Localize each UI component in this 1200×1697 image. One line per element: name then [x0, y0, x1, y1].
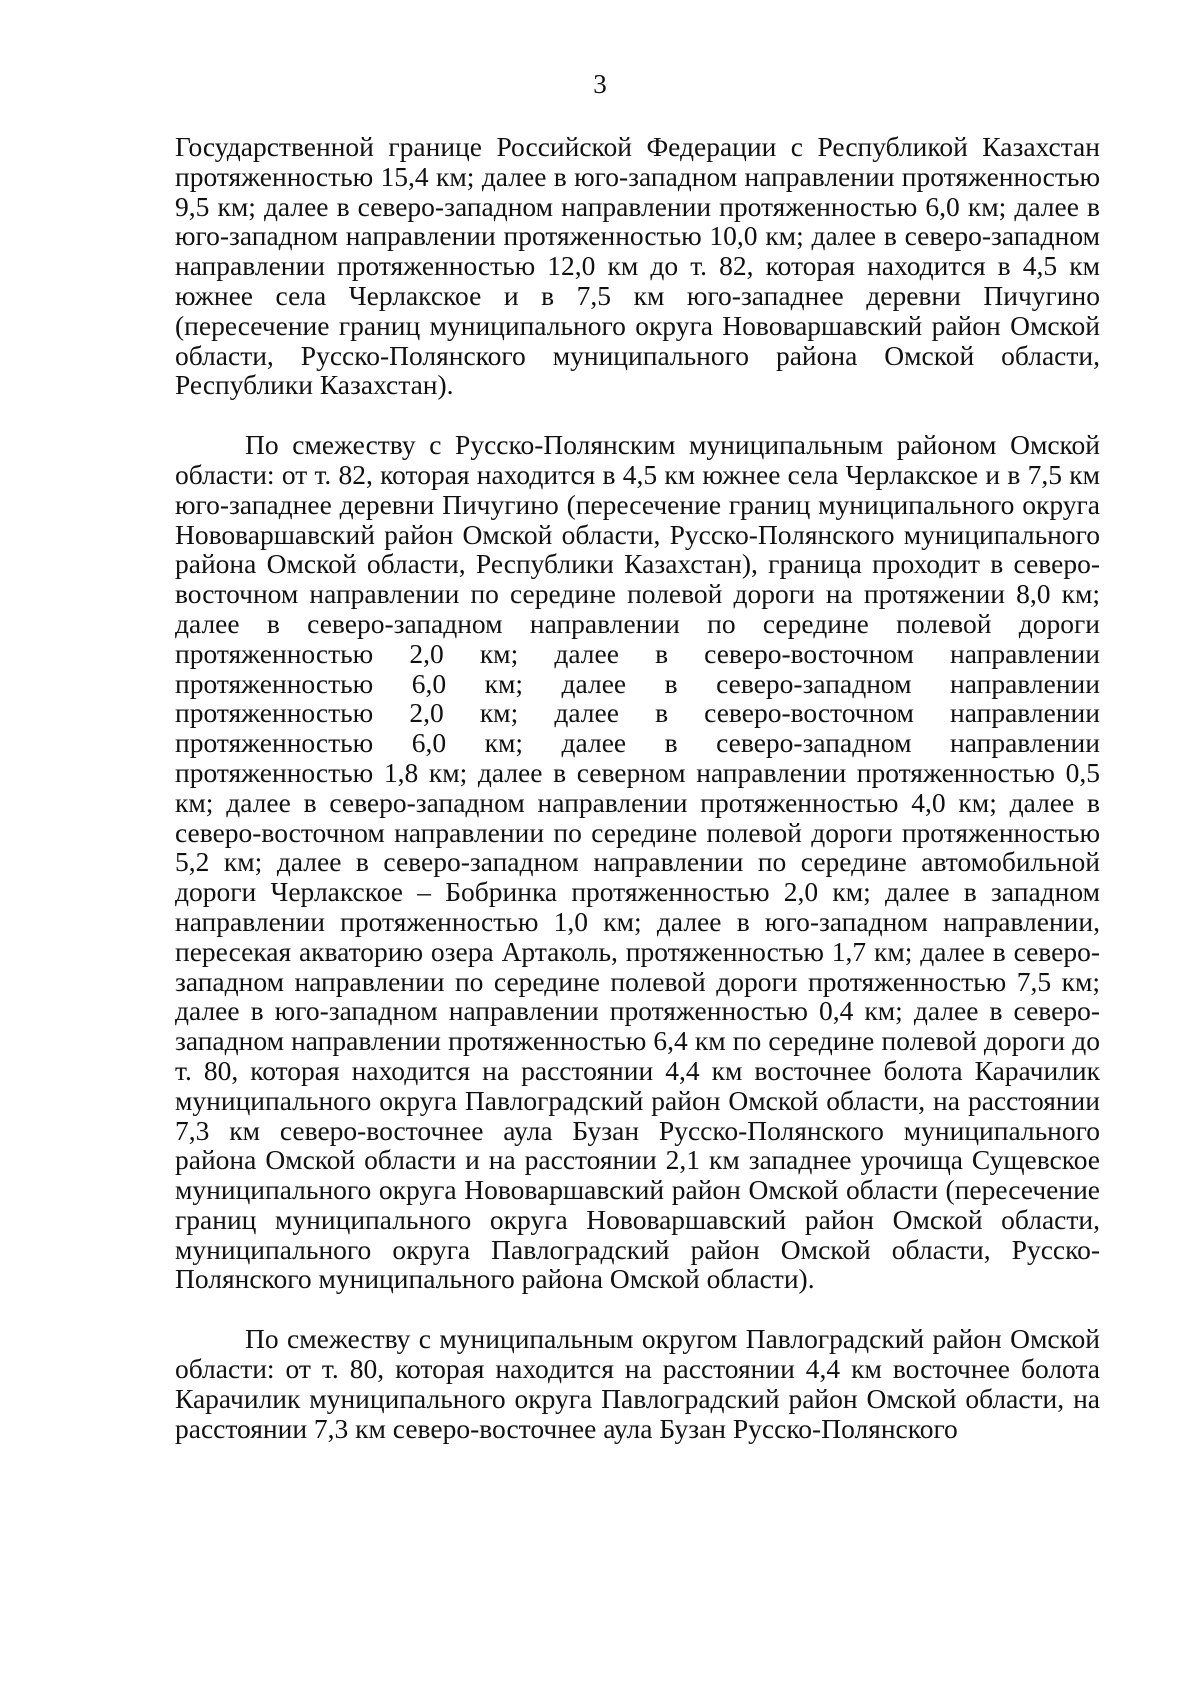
paragraph-russko-polyansky-border: По смежеству с Русско-Полянским муниципальным районом Омской области: от т. 82, которая находится в 4,5 км южнее села Черлакское и в 7,5 км юго-западнее деревни Пичугино (пересечение границ муниципального округа Нововаршавский район Омской области, Русско-Полянского муниципального района Омской области, Республики Казахстан), граница проходит в северо-восточном направлении по середине полевой дороги на протяжении 8,0 км; далее в северо-западном направлении по середине полевой дороги протяженностью 2,0 км; далее в северо-восточном направлении протяженностью 6,0 км; далее в северо-западном направлении протяженностью 2,0 км; далее в северо-восточном направлении протяженностью 6,0 км; далее в северо-западном направлении протяженностью 1,8 км; далее в северном направлении протяженностью 0,5 км; далее в северо-западном направлении протяженностью 4,0 км; далее в северо-восточном направлении по середине полевой дороги протяженностью 5,2 км; далее в северо-западном направлении по середине автомобильной дороги Черлакское – Бобринка протяженностью 2,0 км; далее в западном направлении протяженностью 1,0 км; далее в юго-западном направлении, пересекая акваторию озера Артаколь, протяженностью 1,7 км; далее в северо-западном направлении по середине полевой дороги протяженностью 7,5 км; далее в юго-западном направлении протяженностью 0,4 км; далее в северо-западном направлении протяженностью 6,4 км по середине полевой дороги до т. 80, которая находится на расстоянии 4,4 км восточнее болота Карачилик муниципального округа Павлоградский район Омской области, на расстоянии 7,3 км северо-восточнее аула Бузан Русско-Полянского муниципального района Омской области и на расстоянии 2,1 км западнее урочища Сущевское муниципального округа Нововаршавский район Омской области (пересечение границ муниципального округа Нововаршавский район Омской области, муниципального округа Павлоградский район Омской области, Русско-Полянского муниципального района Омской области).	[175, 429, 1100, 1295]
paragraph-pavlogradsky-border: По смежеству с муниципальным округом Павлоградский район Омской области: от т. 80, которая находится на расстоянии 4,4 км восточнее болота Карачилик муниципального округа Павлоградский район Омской области, на расстоянии 7,3 км северо-восточнее аула Бузан Русско-Полянского	[175, 1323, 1100, 1444]
document-body	[175, 132, 1100, 1443]
page-number: 3	[593, 69, 607, 99]
paragraph-continuation: Государственной границе Российской Федерации с Республикой Казахстан протяженностью 15,4 км; далее в юго-западном направлении протяженностью 9,5 км; далее в северо-западном направлении протяженностью 6,0 км; далее в юго-западном направлении протяженностью 10,0 км; далее в северо-западном направлении протяженностью 12,0 км до т. 82, которая находится в 4,5 км южнее села Черлакское и в 7,5 км юго-западнее деревни Пичугино (пересечение границ муниципального округа Нововаршавский район Омской области, Русско-Полянского муниципального района Омской области, Республики Казахстан).	[175, 131, 1100, 401]
